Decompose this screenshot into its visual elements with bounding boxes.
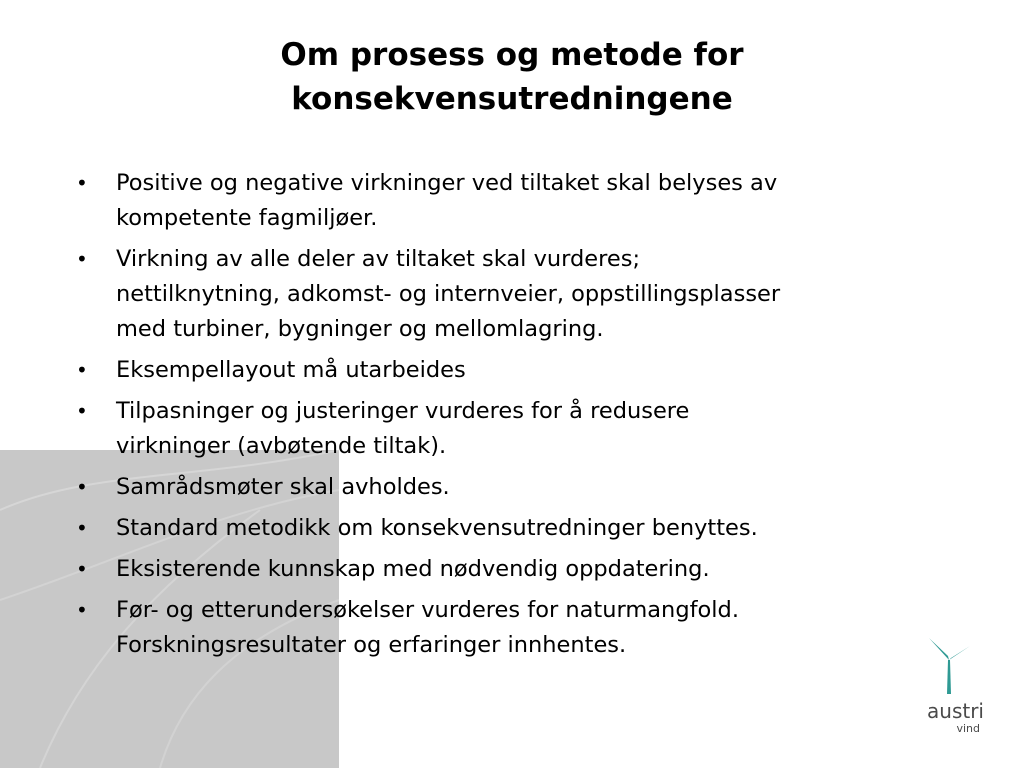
bullet-dot: • <box>76 171 88 195</box>
bullet-item <box>76 242 976 347</box>
slide-title-line-1: Om prosess og metode for <box>280 37 744 73</box>
bullet-item <box>76 353 976 388</box>
bullet-item <box>76 470 976 505</box>
bullet-dot: • <box>76 358 88 382</box>
bullet-dot: • <box>76 247 88 271</box>
logo-subtext: vind <box>956 722 980 735</box>
bullet-item <box>76 166 976 236</box>
bullet-text-line: Standard metodikk om konsekvensutredninger benyttes. <box>116 515 758 541</box>
slide-title-line-2: konsekvensutredningene <box>291 81 733 117</box>
bullet-text-line: Positive og negative virkninger ved tiltaket skal belyses av <box>116 170 778 196</box>
wind-turbine-icon <box>926 634 972 696</box>
bullet-item <box>76 552 976 587</box>
bullet-text-line: Forskningsresultater og erfaringer innhentes. <box>116 632 627 658</box>
bullet-text-line: Før- og etterundersøkelser vurderes for naturmangfold. <box>116 597 739 623</box>
bullet-dot: • <box>76 557 88 581</box>
bullet-item <box>76 511 976 546</box>
logo-wordmark: austri <box>927 699 984 723</box>
bullet-item <box>76 593 976 663</box>
bullet-dot: • <box>76 598 88 622</box>
bullet-dot: • <box>76 475 88 499</box>
bullet-text-line: Samrådsmøter skal avholdes. <box>116 474 450 500</box>
bullet-text-line: nettilknytning, adkomst- og internveier, oppstillingsplasser <box>116 281 781 307</box>
bullet-text-line: Eksempellayout må utarbeides <box>116 357 466 383</box>
company-logo <box>912 634 988 744</box>
bullet-item <box>76 394 976 464</box>
bullet-dot: • <box>76 516 88 540</box>
bullet-text-line: Virkning av alle deler av tiltaket skal vurderes; <box>116 246 641 272</box>
bullet-list <box>76 166 976 669</box>
bullet-text-line: Tilpasninger og justeringer vurderes for å redusere <box>116 398 690 424</box>
bullet-text-line: Eksisterende kunnskap med nødvendig oppdatering. <box>116 556 710 582</box>
bullet-text-line: virkninger (avbøtende tiltak). <box>116 433 447 459</box>
slide-title <box>0 33 1024 121</box>
bullet-dot: • <box>76 399 88 423</box>
bullet-text-line: kompetente fagmiljøer. <box>116 205 378 231</box>
bullet-text-line: med turbiner, bygninger og mellomlagring. <box>116 316 604 342</box>
